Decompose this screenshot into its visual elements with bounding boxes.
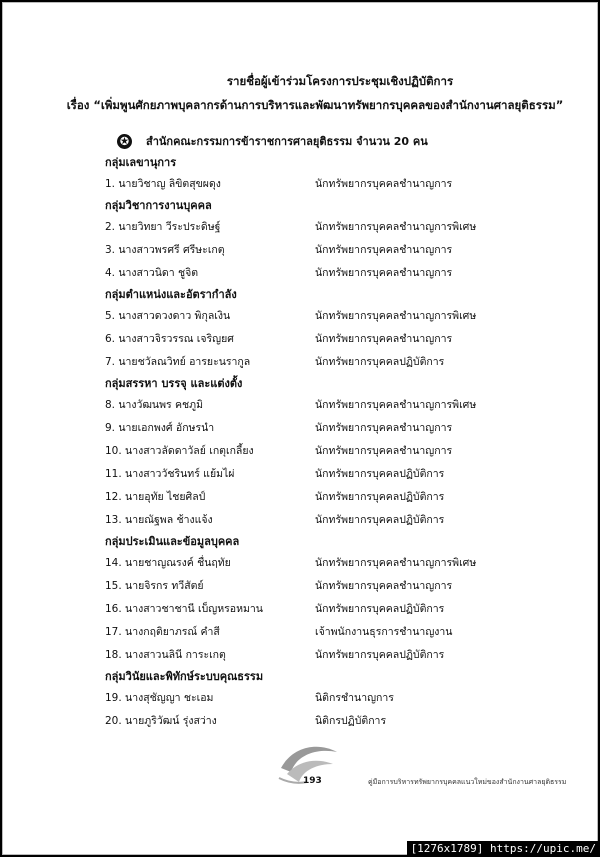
participant-name: 19. นางสุชัญญา ชะเอม: [105, 692, 214, 704]
office-label: สำนักคณะกรรมการข้าราชการศาลยุติธรรม จำนวน 20 คน: [146, 135, 428, 148]
participant-position: เจ้าพนักงานธุรการชำนาญงาน: [315, 626, 453, 638]
document-title: รายชื่อผู้เข้าร่วมโครงการประชุมเชิงปฏิบัติการ: [226, 74, 454, 88]
participant-position: นักทรัพยากรบุคคลชำนาญการ: [315, 178, 453, 190]
document-subject: เรื่อง “เพิ่มพูนศักยภาพบุคลากรด้านการบริหารและพัฒนาทรัพยากรบุคคลของสำนักงานศาลยุติธรรม”: [66, 98, 564, 112]
participant-position: นักทรัพยากรบุคคลปฏิบัติการ: [315, 491, 445, 503]
participant-name: 14. นายชาญณรงค์ ชื่นฤทัย: [105, 557, 231, 569]
participant-name: 15. นายจิรกร ทวีสัตย์: [105, 580, 204, 592]
participant-name: 17. นางกฤติยาภรณ์ คำสี: [105, 626, 220, 638]
participant-name: 2. นายวิทยา วีระประดิษฐ์: [105, 221, 221, 233]
document-header: [3, 73, 597, 113]
participant-name: 1. นายวิชาญ ลิขิตสุขผดุง: [105, 178, 221, 190]
page-number: 193: [303, 776, 322, 786]
participant-name: 5. นางสาวดวงดาว พิกุลเงิน: [105, 310, 231, 322]
participant-position: นักทรัพยากรบุคคลปฏิบัติการ: [315, 603, 445, 615]
document-page: [2, 2, 598, 855]
participant-row: [105, 216, 525, 239]
participant-name: 4. นางสาวนิดา ชูจิต: [105, 267, 199, 279]
participant-position: นักทรัพยากรบุคคลชำนาญการ: [315, 580, 453, 592]
participant-row: [105, 173, 525, 196]
group-heading: กลุ่มตำแหน่งและอัตรากำลัง: [105, 288, 237, 301]
group-heading: กลุ่มเลขานุการ: [105, 156, 177, 169]
participant-row: [105, 687, 525, 710]
participant-row: [105, 644, 525, 667]
resolution-stamp: [1276x1789] https://upic.me/: [407, 841, 600, 857]
participant-row: [105, 417, 525, 440]
participant-name: 16. นางสาวชาชานี เบ็ญหรอหมาน: [105, 603, 263, 615]
participant-row: [105, 621, 525, 644]
participant-position: นักทรัพยากรบุคคลชำนาญการพิเศษ: [315, 221, 477, 233]
participant-row: [105, 710, 525, 733]
participant-position: นักทรัพยากรบุคคลปฏิบัติการ: [315, 356, 445, 368]
participant-name: 3. นางสาวพรศรี ศรีษะเกตุ: [105, 244, 225, 256]
footer-text: คู่มือการบริหารทรัพยากรบุคคลแนวใหม่ของสำนักงานศาลยุติธรรม: [368, 778, 567, 786]
participant-position: นิติกรปฏิบัติการ: [315, 715, 387, 727]
participant-position: นักทรัพยากรบุคคลชำนาญการ: [315, 333, 453, 345]
group-heading: กลุ่มสรรหา บรรจุ และแต่งตั้ง: [105, 377, 243, 390]
participant-position: นักทรัพยากรบุคคลปฏิบัติการ: [315, 649, 445, 661]
participant-position: นักทรัพยากรบุคคลชำนาญการ: [315, 244, 453, 256]
participant-name: 6. นางสาวจิรวรรณ เจริญยศ: [105, 333, 234, 345]
group-heading: กลุ่มวินัยและพิทักษ์ระบบคุณธรรม: [105, 670, 264, 683]
participant-position: นักทรัพยากรบุคคลชำนาญการ: [315, 267, 453, 279]
participant-name: 13. นายณัฐพล ช้างแจ้ง: [105, 514, 213, 526]
participant-row: [105, 351, 525, 374]
participant-row: [105, 239, 525, 262]
participant-row: [105, 552, 525, 575]
participant-row: [105, 598, 525, 621]
participant-name: 20. นายภูริวัฒน์ รุ่งสว่าง: [105, 715, 217, 727]
participant-position: นักทรัพยากรบุคคลชำนาญการ: [315, 445, 453, 457]
participant-name: 10. นางสาวลัดดาวัลย์ เกตุเกลี้ยง: [105, 445, 254, 457]
participant-row: [105, 509, 525, 532]
participant-row: [105, 262, 525, 285]
participant-name: 9. นายเอกพงศ์ อักษรนำ: [105, 422, 215, 434]
office-heading: [111, 131, 551, 151]
participant-row: [105, 440, 525, 463]
participant-position: นักทรัพยากรบุคคลชำนาญการ: [315, 422, 453, 434]
participant-list: [105, 153, 525, 733]
participant-row: [105, 486, 525, 509]
participant-position: นักทรัพยากรบุคคลปฏิบัติการ: [315, 514, 445, 526]
participant-name: 11. นางสาววัชรินทร์ แย้มไผ่: [105, 468, 235, 480]
participant-row: [105, 328, 525, 351]
participant-name: 18. นางสาวนลินี การะเกตุ: [105, 649, 226, 661]
participant-position: นักทรัพยากรบุคคลชำนาญการพิเศษ: [315, 557, 477, 569]
participant-row: [105, 305, 525, 328]
participant-name: 12. นายอุทัย ไชยศิลป์: [105, 491, 206, 503]
participant-position: นักทรัพยากรบุคคลชำนาญการพิเศษ: [315, 399, 477, 411]
page-footer: [3, 738, 597, 818]
participant-row: [105, 463, 525, 486]
participant-name: 7. นายชวัลณวิทย์ อารยะนรากูล: [105, 356, 251, 368]
participant-row: [105, 394, 525, 417]
group-heading: กลุ่มวิชาการงานบุคคล: [105, 199, 212, 212]
group-heading: กลุ่มประเมินและข้อมูลบุคคล: [105, 535, 240, 548]
participant-position: นิติกรชำนาญการ: [315, 692, 394, 704]
participant-position: นักทรัพยากรบุคคลปฏิบัติการ: [315, 468, 445, 480]
star-badge-icon: ✪: [117, 134, 132, 149]
participant-row: [105, 575, 525, 598]
participant-position: นักทรัพยากรบุคคลชำนาญการพิเศษ: [315, 310, 477, 322]
participant-name: 8. นางวัฒนพร คชภูมิ: [105, 399, 204, 411]
